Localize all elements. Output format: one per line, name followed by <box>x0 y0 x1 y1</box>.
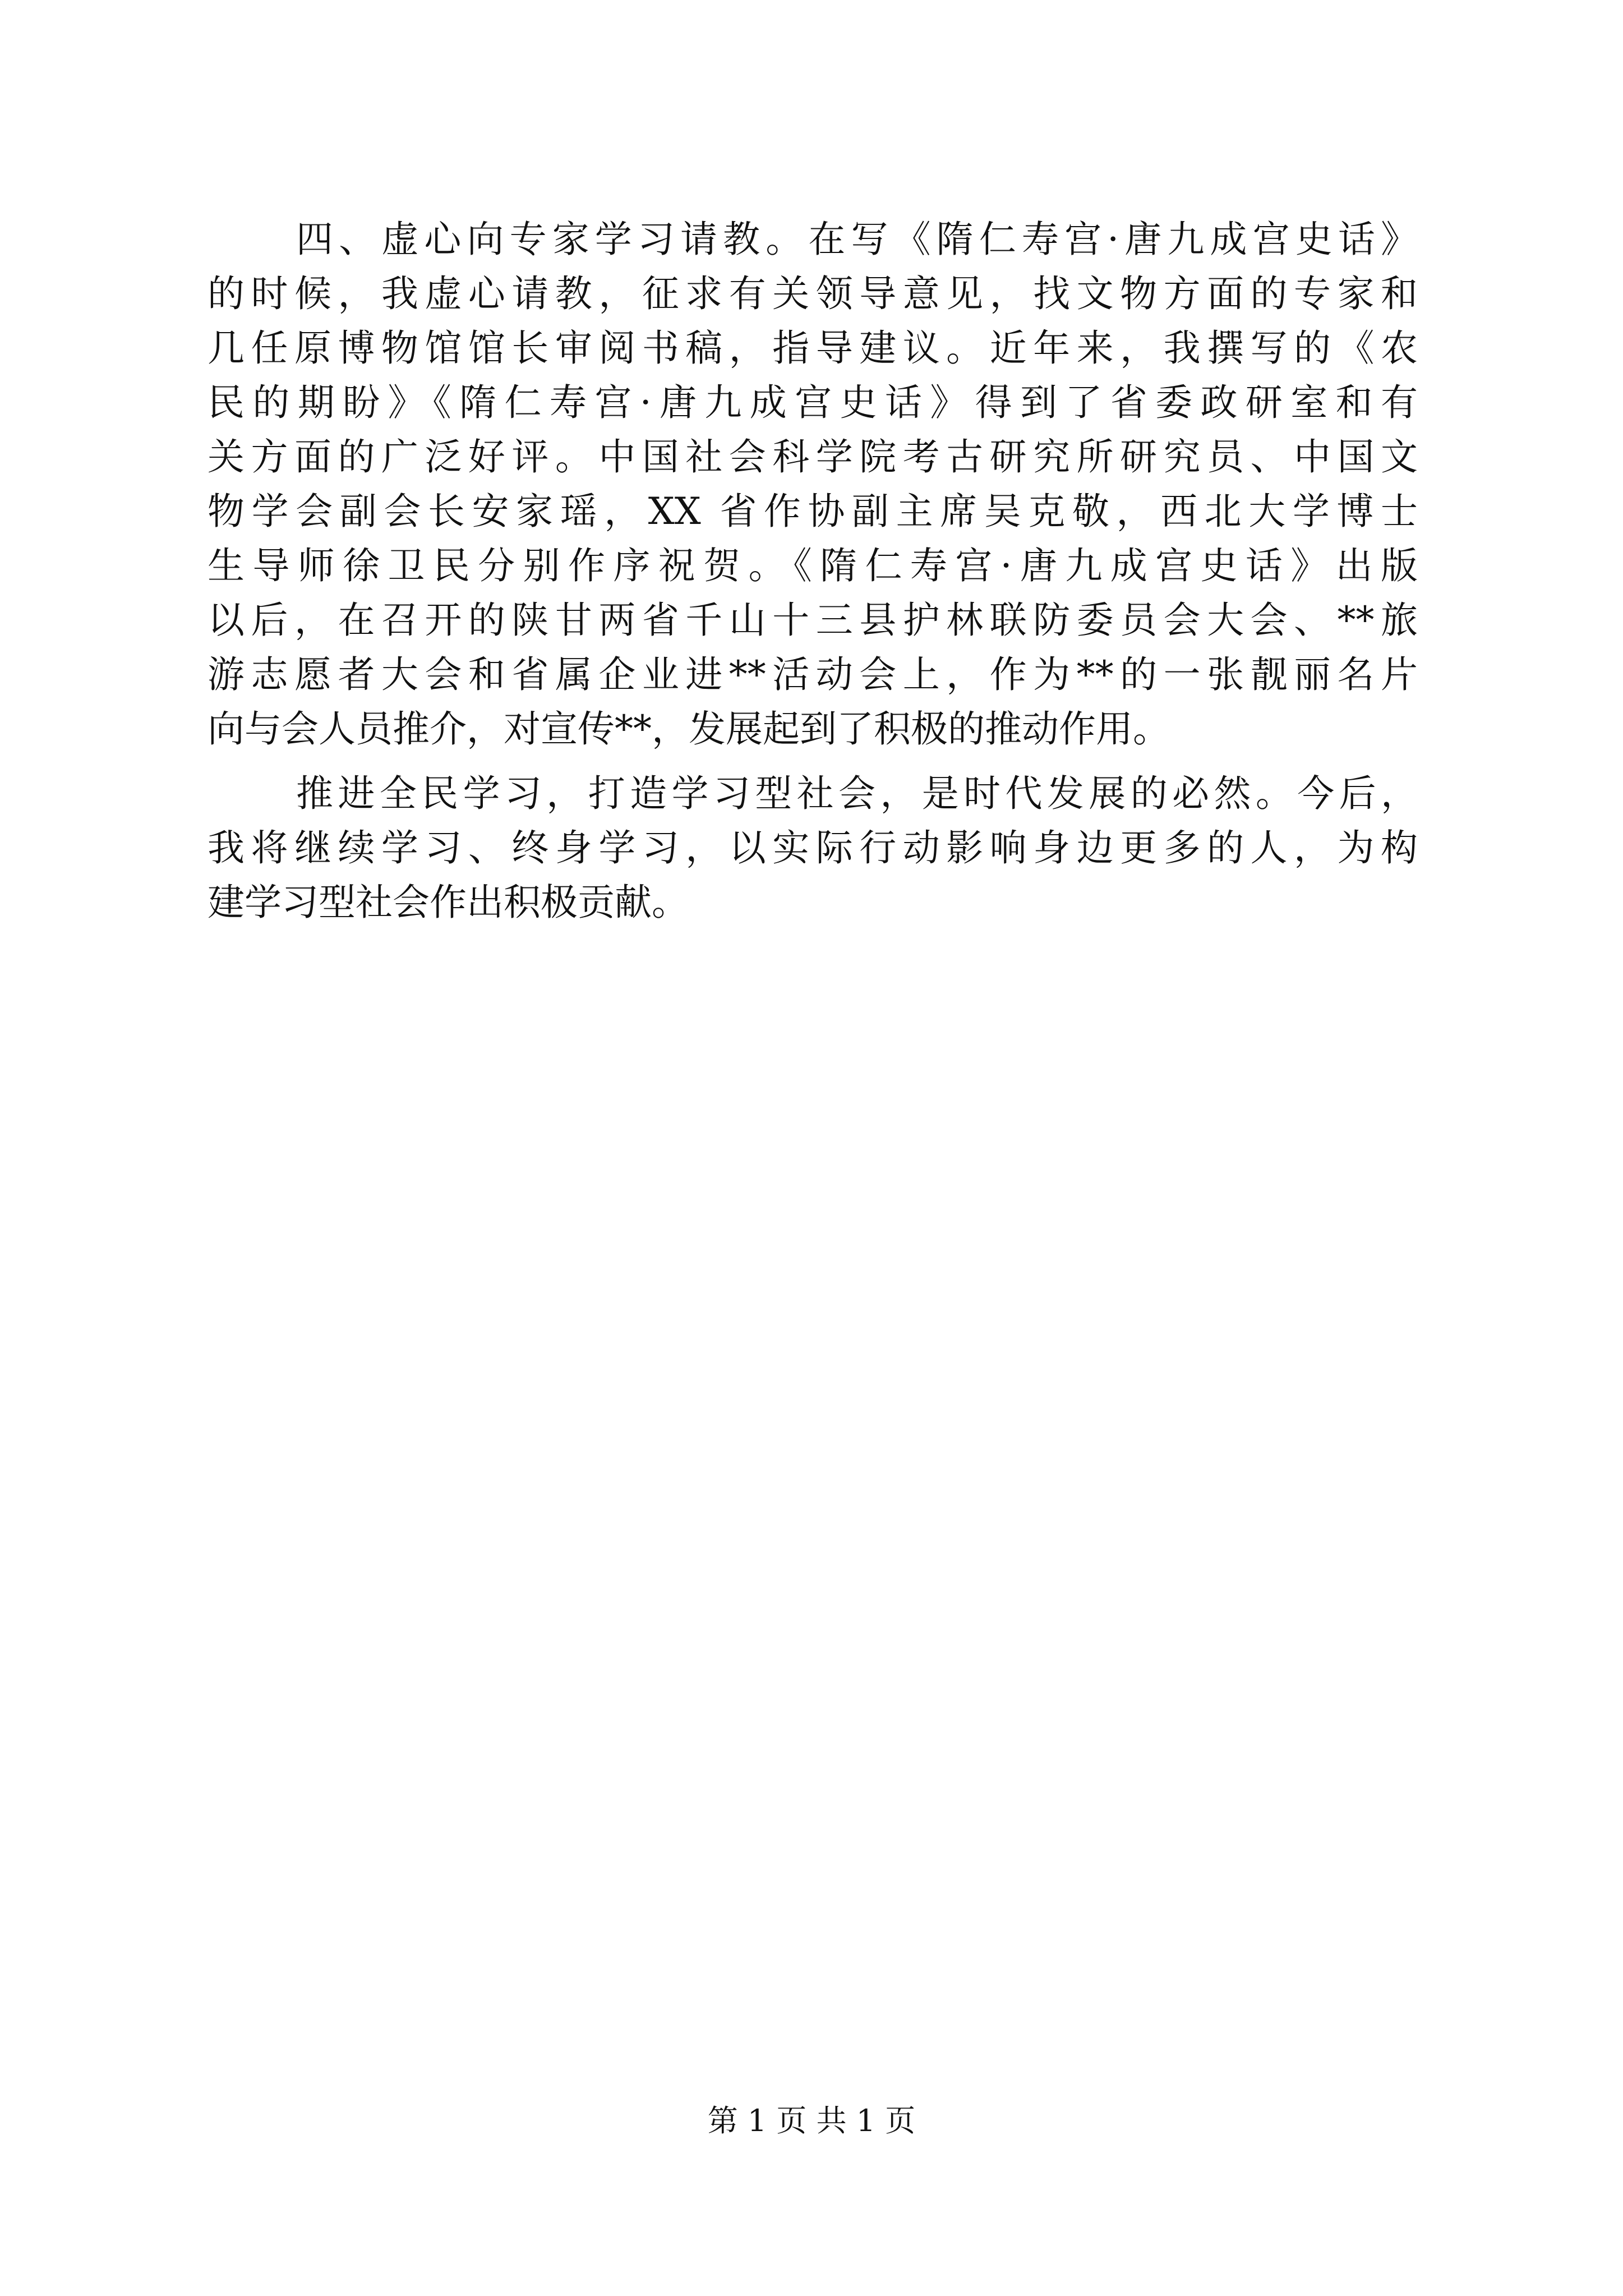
text-line: 关方面的广泛好评。中国社会科学院考古研究所研究员、中国文 <box>208 435 1418 478</box>
text-line: 向与会人员推介，对宣传**，发展起到了积极的推动作用。 <box>208 707 1170 751</box>
text-line: 民的期盼》《隋仁寿宫·唐九成宫史话》得到了省委政研室和有 <box>208 381 1418 424</box>
text-line: 建学习型社会作出积极贡献。 <box>208 881 689 924</box>
page-footer: 第 1 页 共 1 页 <box>707 2103 916 2138</box>
paragraph-1 <box>208 212 1418 756</box>
text-line: 四、虚心向专家学习请教。在写《隋仁寿宫·唐九成宫史话》 <box>296 218 1418 261</box>
text-line: 物学会副会长安家瑶，XX 省作协副主席吴克敬，西北大学博士 <box>208 490 1418 533</box>
text-line: 生导师徐卫民分别作序祝贺。《隋仁寿宫·唐九成宫史话》出版 <box>208 544 1418 587</box>
text-line: 推进全民学习，打造学习型社会，是时代发展的必然。今后， <box>296 772 1418 815</box>
text-line: 我将继续学习、终身学习，以实际行动影响身边更多的人，为构 <box>208 826 1418 869</box>
text-line: 几任原博物馆馆长审阅书稿，指导建议。近年来，我撰写的《农 <box>208 326 1418 370</box>
text-line: 以后，在召开的陕甘两省千山十三县护林联防委员会大会、**旅 <box>208 599 1418 642</box>
document-body <box>208 212 1418 940</box>
text-line: 的时候，我虚心请教，征求有关领导意见，找文物方面的专家和 <box>208 272 1418 315</box>
paragraph-2 <box>208 766 1418 930</box>
text-line: 游志愿者大会和省属企业进**活动会上，作为**的一张靓丽名片 <box>208 653 1418 696</box>
